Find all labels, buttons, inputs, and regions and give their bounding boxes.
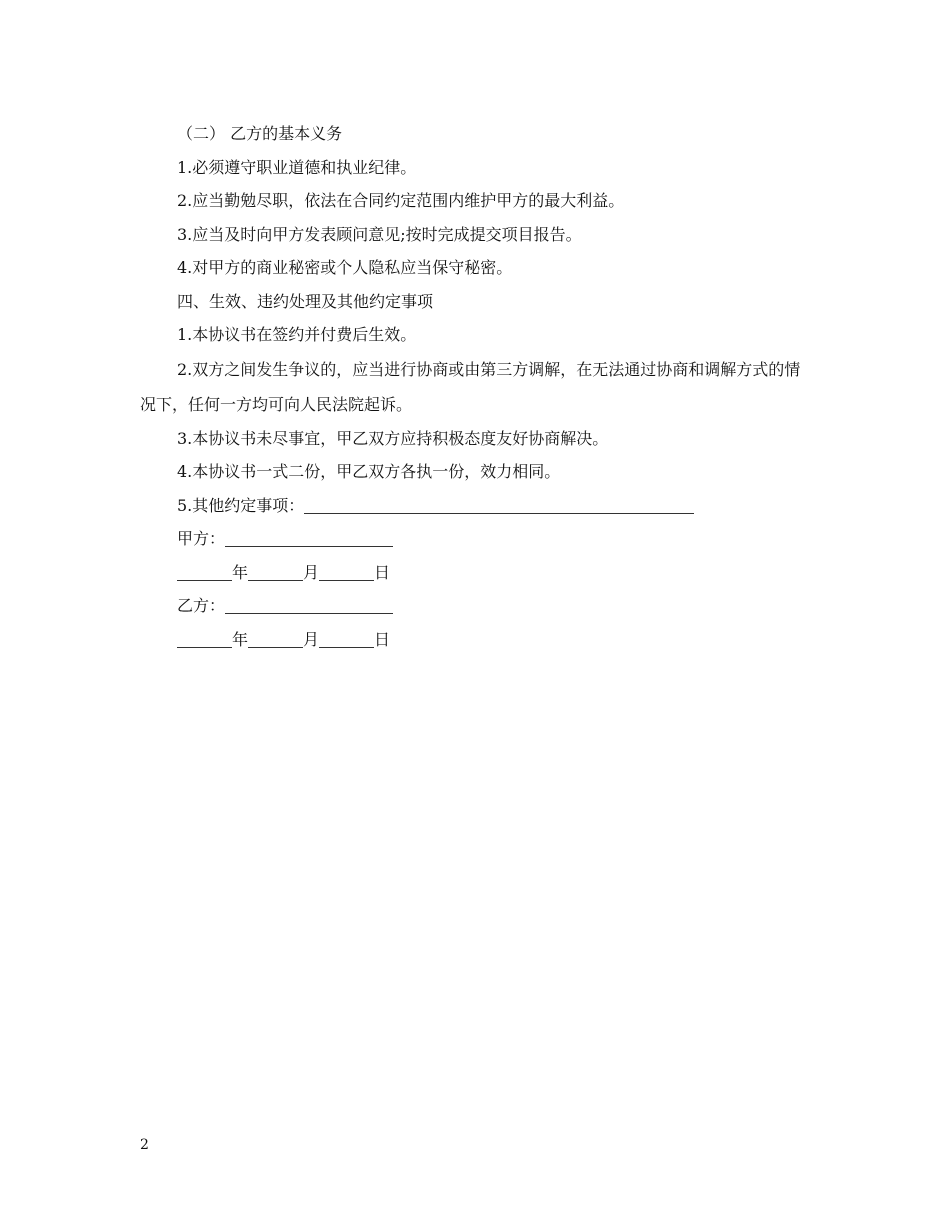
party-a-label: 甲方： (177, 529, 226, 548)
party-b-date-row (140, 623, 815, 657)
party-a-day-blank[interactable] (319, 562, 374, 581)
party-b-signature-line[interactable] (225, 595, 393, 614)
section-heading-party-b-obligations: （二） 乙方的基本义务 (177, 124, 343, 143)
month-label: 月 (303, 629, 320, 649)
party-a-signature-line[interactable] (225, 528, 393, 547)
party-b-month-blank[interactable] (248, 629, 303, 648)
day-label: 日 (374, 629, 391, 649)
party-a-signature-row (140, 522, 815, 556)
party-a-date-row (140, 556, 815, 590)
clause-item-3: 3.本协议书未尽事宜，甲乙双方应持积极态度友好协商解决。 (177, 428, 609, 448)
party-b-signature-row (140, 589, 815, 623)
clause-item-5 (140, 489, 815, 523)
document-body (140, 117, 815, 656)
party-a-month-blank[interactable] (248, 562, 303, 581)
obligation-item-4: 4.对甲方的商业秘密或个人隐私应当保守秘密。 (177, 258, 513, 277)
clause-item-2: 2.双方之间发生争议的，应当进行协商或由第三方调解，在无法通过协商和调解方式的情况下，任何一方均可向人民法院起诉。 (140, 359, 801, 414)
day-label: 日 (374, 562, 391, 582)
year-label: 年 (232, 629, 249, 649)
party-b-label: 乙方： (177, 596, 226, 615)
obligation-item-1: 1.必须遵守职业道德和执业纪律。 (177, 157, 417, 177)
year-label: 年 (232, 562, 249, 582)
other-items-blank-line[interactable] (304, 495, 694, 514)
section-heading-effectiveness: 四、生效、违约处理及其他约定事项 (177, 291, 434, 311)
obligation-item-3: 3.应当及时向甲方发表顾问意见;按时完成提交项目报告。 (177, 224, 582, 244)
page-number: 2 (140, 1137, 149, 1153)
obligation-item-2: 2.应当勤勉尽职，依法在合同约定范围内维护甲方的最大利益。 (177, 191, 625, 210)
party-a-year-blank[interactable] (177, 562, 232, 581)
clause-item-1: 1.本协议书在签约并付费后生效。 (177, 325, 417, 344)
other-items-label: 5.其他约定事项： (177, 495, 305, 515)
clause-item-4: 4.本协议书一式二份，甲乙双方各执一份，效力相同。 (177, 462, 561, 481)
party-b-year-blank[interactable] (177, 629, 232, 648)
month-label: 月 (303, 562, 320, 582)
party-b-day-blank[interactable] (319, 629, 374, 648)
